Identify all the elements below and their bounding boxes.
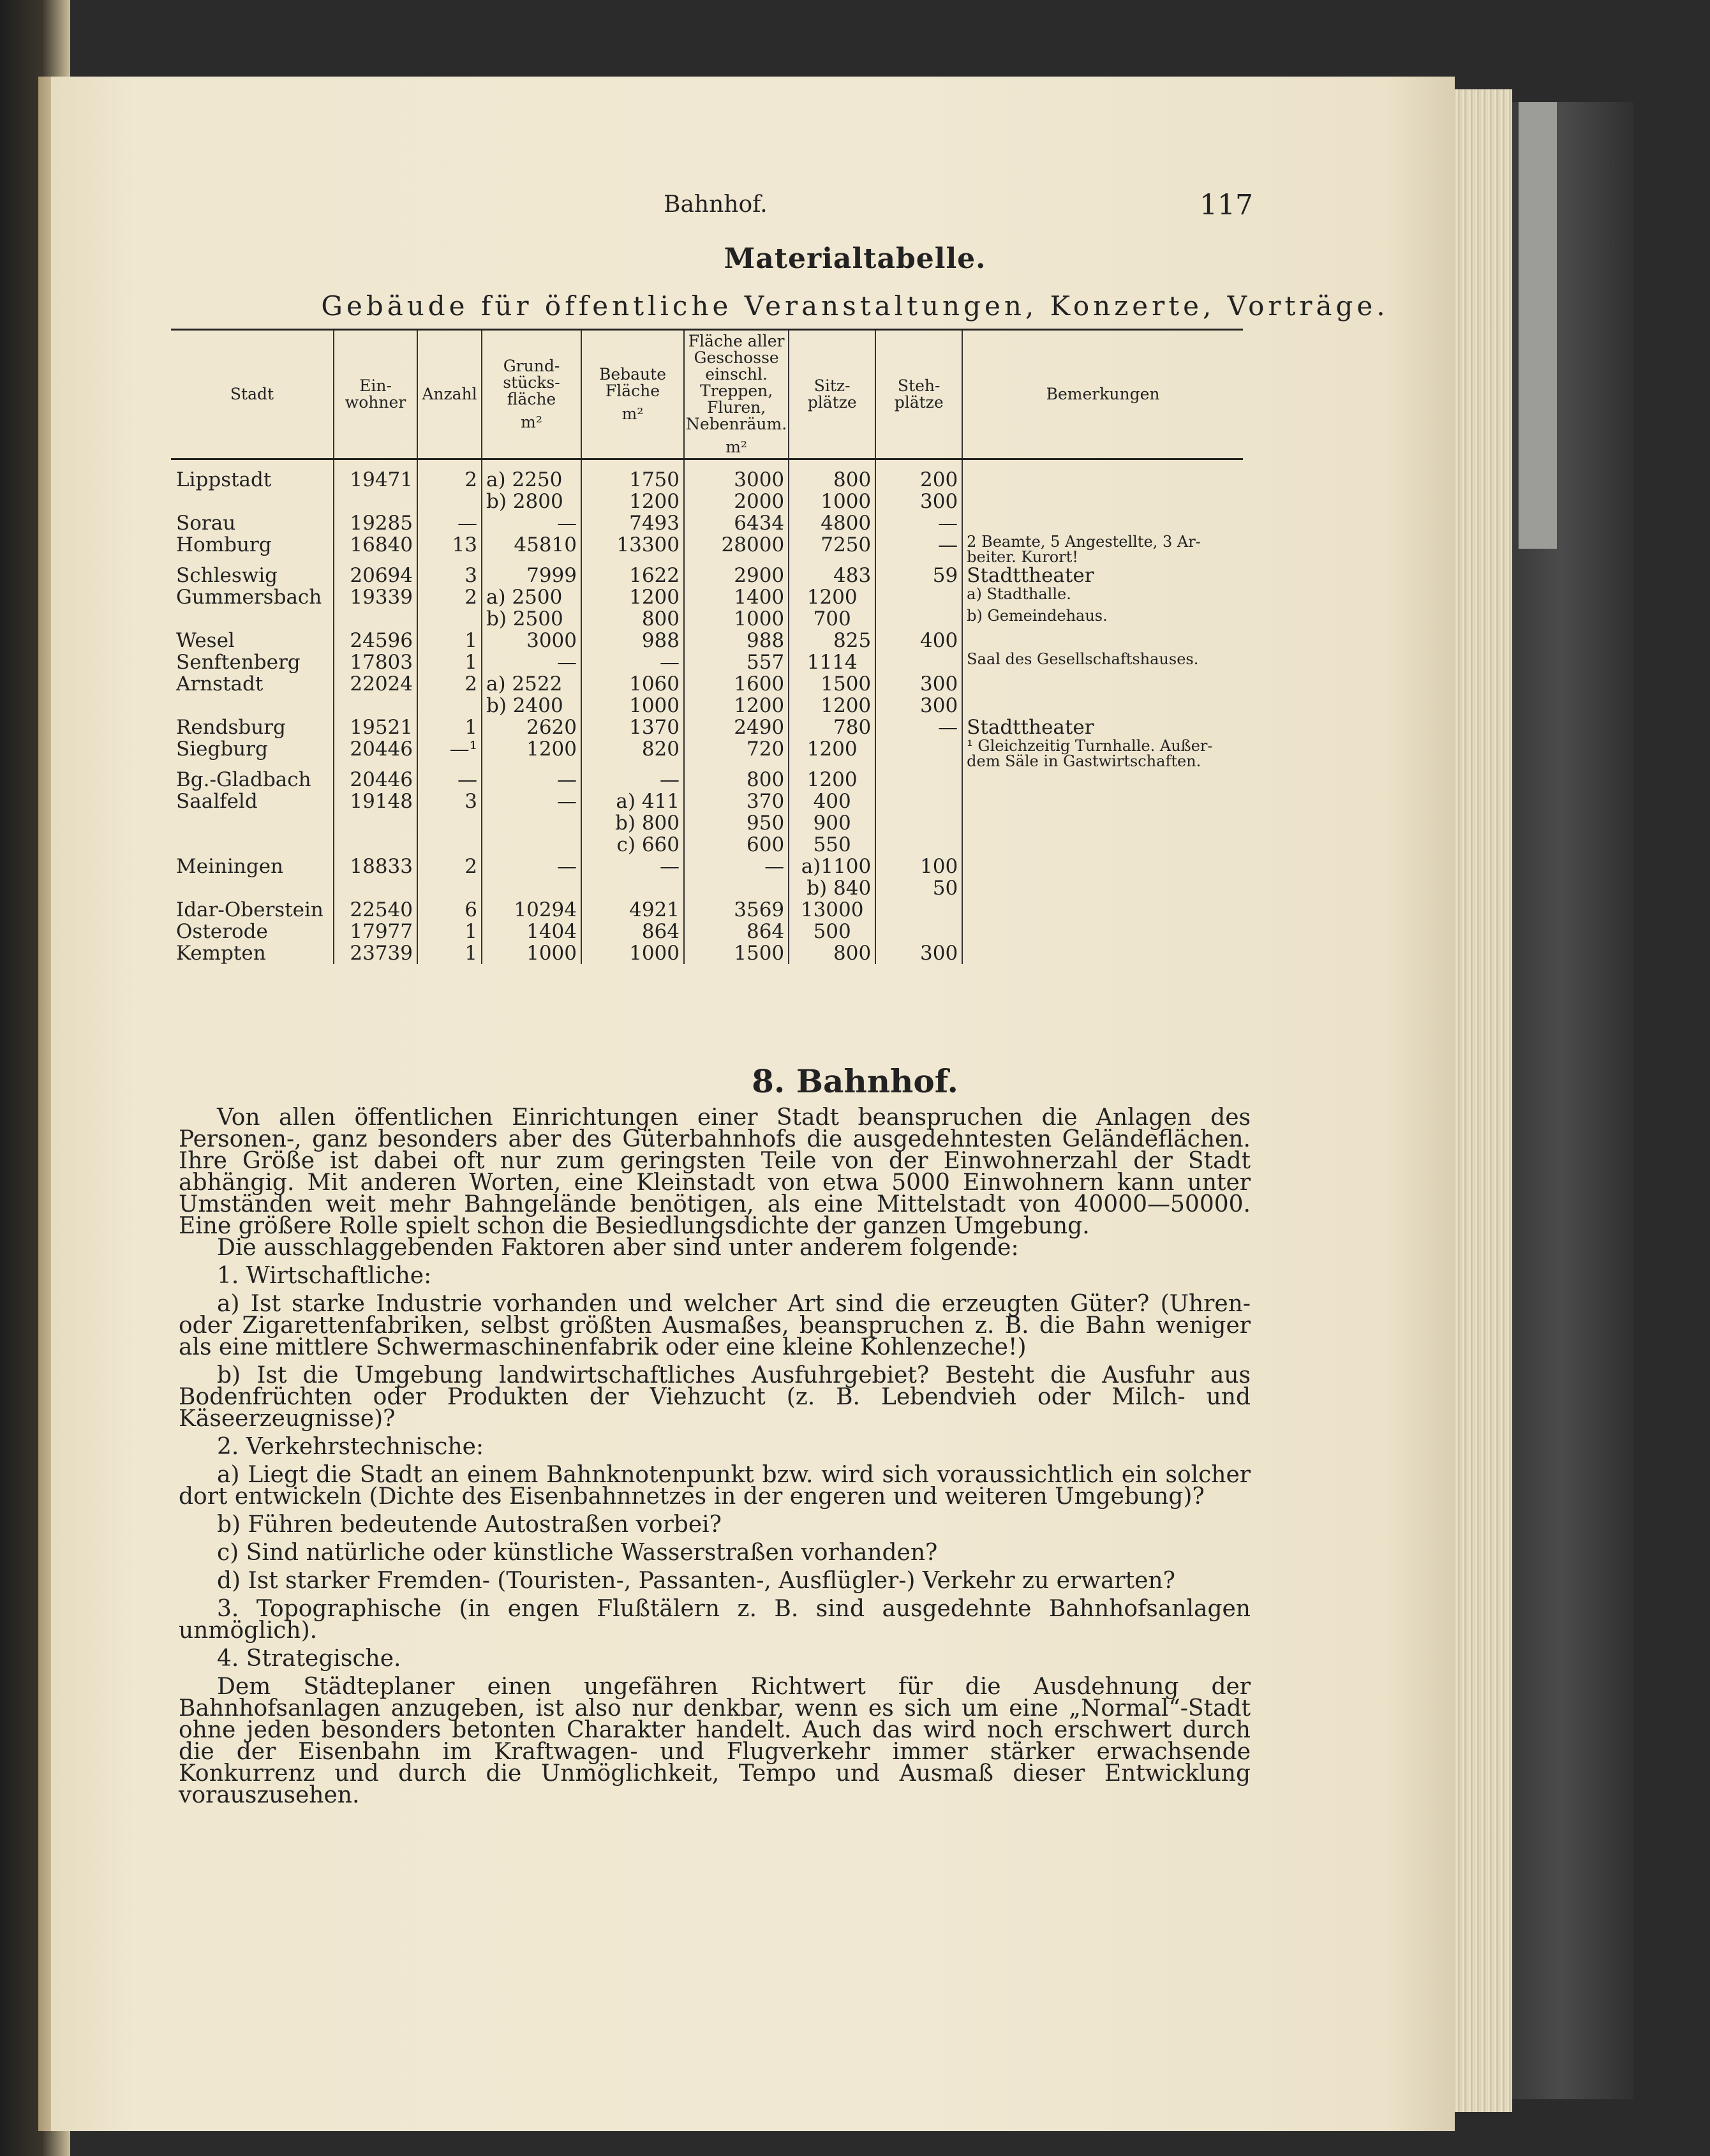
cell-grundstuecksflaeche: 1404 — [482, 921, 581, 942]
cell-stehplaetze — [875, 586, 962, 608]
table-row — [171, 608, 1243, 630]
cell-stehplaetze: — — [875, 534, 962, 565]
cell-bemerkungen — [962, 812, 1243, 834]
cell-bemerkungen — [962, 856, 1243, 877]
cell-flaeche-geschosse: 370 — [684, 791, 789, 812]
list-heading-2: 2. Verkehrstechnische: — [217, 1434, 484, 1460]
table-row — [171, 738, 1243, 769]
cell-sitzplaetze: 4800 — [789, 512, 875, 534]
cell-grundstuecksflaeche: a) 2522 — [482, 673, 581, 695]
cell-bebaute-flaeche: 1200 — [581, 586, 684, 608]
list-item-1a: a) Ist starke Industrie vorhanden und welcher Art sind die erzeugten Güter? (Uhren- oder Zigarettenfabriken, selbst größten Ausmaßes, beanspruchen z. B. die Bahn weniger als eine mittlere Schwermaschinenfabrik oder eine kleine Kohlenzeche!) — [179, 1291, 1251, 1360]
cell-flaeche-geschosse: 2000 — [684, 491, 789, 512]
col-header-grundstuecksflaeche: Grund-stücks-fläche m² — [482, 330, 581, 459]
cell-stadt: Meiningen — [176, 855, 284, 878]
col-header-bemerkungen: Bemerkungen — [962, 330, 1243, 459]
cell-bebaute-flaeche: b) 800 — [581, 812, 684, 834]
cell-grundstuecksflaeche — [482, 834, 581, 856]
cell-bemerkungen: 2 Beamte, 5 Angestellte, 3 Ar-beiter. Kurort! — [962, 534, 1243, 565]
cell-stadt: Osterode — [176, 920, 268, 943]
table-row — [171, 791, 1243, 812]
cell-anzahl — [417, 608, 482, 630]
cell-einwohner: 22024 — [334, 673, 417, 695]
cell-grundstuecksflaeche: — — [482, 512, 581, 534]
cell-stehplaetze: — — [875, 717, 962, 738]
cell-flaeche-geschosse: 800 — [684, 769, 789, 791]
cell-einwohner: 17803 — [334, 651, 417, 673]
col-header-stadt: Stadt — [230, 385, 274, 403]
cell-grundstuecksflaeche: b) 2500 — [482, 608, 581, 630]
cell-bemerkungen — [962, 877, 1243, 899]
cell-sitzplaetze: 780 — [789, 717, 875, 738]
table-row — [171, 491, 1243, 512]
cell-einwohner: 20446 — [334, 769, 417, 791]
paragraph-conclusion: Dem Städteplaner einen ungefähren Richtwert für die Ausdehnung der Bahnhofsanlagen anzugeben, ist also nur denkbar, wenn es sich um eine „Normal“-Stadt ohne jeden besonders betonten Charakter handelt. Auch das wird noch erschwert durch die der Eisenbahn im Kraftwagen- und Flugverkehr immer stärker erwachsende Konkurrenz und durch die Unmöglichkeit, Tempo und Ausmaß dieser Entwicklung vorauszusehen. — [179, 1674, 1251, 1808]
cell-stadt: Gummersbach — [176, 586, 322, 609]
cell-sitzplaetze: 13000 — [789, 899, 875, 921]
cell-stadt: Arnstadt — [176, 673, 264, 695]
paragraph-intro: Von allen öffentlichen Einrichtungen einer Stadt beanspruchen die Anlagen des Personen-, ganz besonders aber des Güterbahnhofs die ausgedehntesten Geländeflächen. Ihre Größe ist dabei oft nur zum geringsten Teile von der Einwohnerzahl der Stadt abhängig. Mit anderen Worten, eine Kleinstadt von etwa 5000 Einwohnern kann unter Umständen weit mehr Bahngelände benötigen, als eine Mittelstadt von 40000—50000. Eine größere Rolle spielt schon die Besiedlungsdichte der ganzen Umgebung. — [179, 1104, 1251, 1239]
cell-flaeche-geschosse: 3569 — [684, 899, 789, 921]
cell-sitzplaetze: 800 — [789, 469, 875, 491]
cell-bebaute-flaeche: — — [581, 651, 684, 673]
cell-stadt — [171, 877, 334, 899]
table-spacer-row — [171, 459, 1243, 470]
cell-bebaute-flaeche: a) 411 — [581, 791, 684, 812]
spacer-cell — [482, 459, 581, 470]
cell-sitzplaetze: a)1100 — [789, 856, 875, 877]
cell-stehplaetze — [875, 769, 962, 791]
cell-flaeche-geschosse — [684, 877, 789, 899]
cell-grundstuecksflaeche: 2620 — [482, 717, 581, 738]
cell-einwohner: 19471 — [334, 469, 417, 491]
cell-flaeche-geschosse: 1400 — [684, 586, 789, 608]
paragraph-factors: Die ausschlaggebenden Faktoren aber sind unter anderem folgende: — [217, 1235, 1019, 1261]
cell-anzahl: 1 — [417, 651, 482, 673]
table-row — [171, 651, 1243, 673]
cell-flaeche-geschosse: 950 — [684, 812, 789, 834]
cell-anzahl: 3 — [417, 791, 482, 812]
cell-grundstuecksflaeche: 10294 — [482, 899, 581, 921]
cell-flaeche-geschosse: 2900 — [684, 565, 789, 586]
cell-bemerkungen: Stadttheater — [962, 565, 1243, 586]
cell-sitzplaetze: 1200 — [789, 695, 875, 717]
cell-stadt: Sorau — [176, 512, 236, 535]
cell-anzahl: 2 — [417, 856, 482, 877]
cell-bebaute-flaeche: 7493 — [581, 512, 684, 534]
cell-anzahl — [417, 812, 482, 834]
cell-bemerkungen: a) Stadthalle. — [962, 586, 1243, 608]
cell-sitzplaetze: 483 — [789, 565, 875, 586]
cell-stehplaetze — [875, 834, 962, 856]
cell-flaeche-geschosse: 1000 — [684, 608, 789, 630]
cell-stadt: Rendsburg — [176, 716, 286, 739]
cell-stehplaetze: 50 — [875, 877, 962, 899]
cell-flaeche-geschosse: 600 — [684, 834, 789, 856]
cell-einwohner — [334, 695, 417, 717]
cell-grundstuecksflaeche: a) 2250 — [482, 469, 581, 491]
cell-grundstuecksflaeche: — — [482, 791, 581, 812]
cell-bemerkungen — [962, 512, 1243, 534]
cell-bemerkungen — [962, 491, 1243, 512]
cell-grundstuecksflaeche: 3000 — [482, 630, 581, 651]
cell-stehplaetze: 300 — [875, 942, 962, 964]
cell-bebaute-flaeche: 1622 — [581, 565, 684, 586]
cell-stadt: Saalfeld — [176, 790, 258, 813]
cell-stehplaetze — [875, 921, 962, 942]
list-heading-4: 4. Strategische. — [217, 1646, 401, 1672]
cell-anzahl: 2 — [417, 469, 482, 491]
cell-stadt: Bg.-Gladbach — [176, 768, 311, 791]
cell-flaeche-geschosse: 988 — [684, 630, 789, 651]
cell-grundstuecksflaeche: 7999 — [482, 565, 581, 586]
cell-bebaute-flaeche: 1000 — [581, 942, 684, 964]
cell-grundstuecksflaeche — [482, 877, 581, 899]
cell-einwohner: 20694 — [334, 565, 417, 586]
cell-bemerkungen — [962, 469, 1243, 491]
cell-einwohner: 20446 — [334, 738, 417, 769]
table-row — [171, 695, 1243, 717]
table-row — [171, 586, 1243, 608]
spacer-cell — [875, 459, 962, 470]
col-header-bebaute-flaeche: Bebaute Fläche m² — [581, 330, 684, 459]
cell-flaeche-geschosse: 3000 — [684, 469, 789, 491]
spacer-cell — [684, 459, 789, 470]
cell-bebaute-flaeche — [581, 877, 684, 899]
cell-sitzplaetze: 500 — [789, 921, 875, 942]
cell-anzahl: — — [417, 769, 482, 791]
list-heading-3: 3. Topographische (in engen Flußtälern z. B. sind ausgedehnte Bahnhofsanlagen unmöglich). — [179, 1596, 1251, 1644]
cell-stehplaetze: 300 — [875, 673, 962, 695]
cell-sitzplaetze: 1200 — [789, 738, 875, 769]
list-item-2c: c) Sind natürliche oder künstliche Wasserstraßen vorhanden? — [217, 1540, 938, 1566]
table-row — [171, 921, 1243, 942]
page-edges — [1455, 89, 1512, 2112]
cell-bemerkungen: Saal des Gesellschaftshauses. — [962, 651, 1243, 673]
cell-bebaute-flaeche: 1750 — [581, 469, 684, 491]
cell-bemerkungen: b) Gemeindehaus. — [962, 608, 1243, 630]
list-heading-1: 1. Wirtschaftliche: — [217, 1263, 432, 1289]
cell-sitzplaetze: 1500 — [789, 673, 875, 695]
cover-highlight — [1519, 102, 1557, 549]
cell-stehplaetze: — — [875, 512, 962, 534]
cell-sitzplaetze: 1200 — [789, 586, 875, 608]
cell-sitzplaetze: 1114 — [789, 651, 875, 673]
cell-einwohner: 17977 — [334, 921, 417, 942]
cell-bebaute-flaeche: 1200 — [581, 491, 684, 512]
table-row — [171, 812, 1243, 834]
cell-sitzplaetze: 900 — [789, 812, 875, 834]
cell-stadt — [171, 491, 334, 512]
table-row — [171, 899, 1243, 921]
cell-grundstuecksflaeche: b) 2400 — [482, 695, 581, 717]
cell-anzahl: 2 — [417, 586, 482, 608]
table-row — [171, 717, 1243, 738]
table-row — [171, 942, 1243, 964]
cell-einwohner: 18833 — [334, 856, 417, 877]
list-item-2a: a) Liegt die Stadt an einem Bahnknotenpunkt bzw. wird sich voraussichtlich ein solcher dort entwickeln (Dichte des Eisenbahnnetzes in der engeren und weiteren Umgebung)? — [179, 1462, 1251, 1510]
table-subtitle: Gebäude für öffentliche Veranstaltungen, Konzerte, Vorträge. — [321, 290, 1389, 322]
cell-flaeche-geschosse: 6434 — [684, 512, 789, 534]
section-heading: 8. Bahnhof. — [752, 1062, 958, 1100]
cell-bebaute-flaeche: 800 — [581, 608, 684, 630]
cell-einwohner: 16840 — [334, 534, 417, 565]
cell-stehplaetze — [875, 899, 962, 921]
spacer-cell — [962, 459, 1243, 470]
cell-stehplaetze — [875, 791, 962, 812]
cell-bemerkungen — [962, 769, 1243, 791]
cell-einwohner — [334, 877, 417, 899]
table-row — [171, 630, 1243, 651]
cell-grundstuecksflaeche: — — [482, 651, 581, 673]
cell-stadt — [171, 608, 334, 630]
cell-stadt: Homburg — [176, 533, 272, 556]
cell-anzahl: 1 — [417, 942, 482, 964]
cell-stadt — [171, 695, 334, 717]
cell-einwohner: 19285 — [334, 512, 417, 534]
cell-anzahl — [417, 834, 482, 856]
cell-anzahl: 13 — [417, 534, 482, 565]
col-header-einwohner: Ein-wohner — [334, 330, 417, 459]
cell-stehplaetze: 200 — [875, 469, 962, 491]
cell-sitzplaetze: b) 840 — [789, 877, 875, 899]
cell-bebaute-flaeche: 1000 — [581, 695, 684, 717]
cell-stadt: Schleswig — [176, 564, 278, 587]
cell-bemerkungen — [962, 630, 1243, 651]
cell-anzahl: 1 — [417, 717, 482, 738]
cell-anzahl: 3 — [417, 565, 482, 586]
spacer-cell — [581, 459, 684, 470]
cell-grundstuecksflaeche: 1000 — [482, 942, 581, 964]
cell-sitzplaetze: 825 — [789, 630, 875, 651]
list-item-1b: b) Ist die Umgebung landwirtschaftliches Ausfuhrgebiet? Besteht die Ausfuhr aus Bodenfrüchten oder Produkten der Viehzucht (z. B. Lebendvieh oder Milch- und Käseerzeugnisse)? — [179, 1362, 1251, 1432]
cell-flaeche-geschosse: 1600 — [684, 673, 789, 695]
spacer-cell — [417, 459, 482, 470]
cell-einwohner — [334, 812, 417, 834]
cell-einwohner: 23739 — [334, 942, 417, 964]
cell-stehplaetze: 100 — [875, 856, 962, 877]
table-row — [171, 834, 1243, 856]
cell-stadt — [171, 812, 334, 834]
table-body — [171, 459, 1243, 965]
cell-sitzplaetze: 1200 — [789, 769, 875, 791]
cell-sitzplaetze: 7250 — [789, 534, 875, 565]
col-header-stehplaetze: Steh-plätze — [875, 330, 962, 459]
spacer-cell — [171, 459, 334, 470]
cell-bebaute-flaeche: 4921 — [581, 899, 684, 921]
cell-anzahl — [417, 695, 482, 717]
cell-flaeche-geschosse: — — [684, 856, 789, 877]
cell-anzahl: —¹ — [417, 738, 482, 769]
cell-anzahl: 6 — [417, 899, 482, 921]
cell-stadt: Wesel — [176, 629, 235, 652]
cell-bemerkungen — [962, 791, 1243, 812]
cell-stehplaetze: 300 — [875, 695, 962, 717]
cell-bemerkungen — [962, 899, 1243, 921]
cell-bemerkungen — [962, 834, 1243, 856]
cell-flaeche-geschosse: 1500 — [684, 942, 789, 964]
cell-anzahl: 1 — [417, 921, 482, 942]
list-item-2d: d) Ist starker Fremden- (Touristen-, Passanten-, Ausflügler-) Verkehr zu erwarten? — [217, 1568, 1175, 1594]
cell-bemerkungen — [962, 673, 1243, 695]
cell-bemerkungen — [962, 921, 1243, 942]
cell-stadt — [171, 834, 334, 856]
cell-einwohner: 19521 — [334, 717, 417, 738]
cell-grundstuecksflaeche: — — [482, 769, 581, 791]
cell-stehplaetze — [875, 812, 962, 834]
cell-bebaute-flaeche: c) 660 — [581, 834, 684, 856]
cell-sitzplaetze: 700 — [789, 608, 875, 630]
cell-flaeche-geschosse: 2490 — [684, 717, 789, 738]
cell-bemerkungen: Stadttheater — [962, 717, 1243, 738]
cell-grundstuecksflaeche: a) 2500 — [482, 586, 581, 608]
cell-bebaute-flaeche: 13300 — [581, 534, 684, 565]
cell-flaeche-geschosse: 28000 — [684, 534, 789, 565]
cell-stehplaetze — [875, 738, 962, 769]
cell-stehplaetze: 400 — [875, 630, 962, 651]
cell-anzahl: — — [417, 512, 482, 534]
table-title: Materialtabelle. — [724, 242, 986, 275]
table-row — [171, 856, 1243, 877]
cell-bebaute-flaeche: — — [581, 856, 684, 877]
col-header-anzahl: Anzahl — [417, 330, 482, 459]
running-head: Bahnhof. — [664, 191, 768, 218]
material-table — [171, 329, 1243, 964]
cell-stadt: Lippstadt — [176, 468, 272, 491]
body-text — [179, 1104, 1251, 1808]
cell-grundstuecksflaeche — [482, 812, 581, 834]
cell-stehplaetze — [875, 651, 962, 673]
cell-bebaute-flaeche: — — [581, 769, 684, 791]
cell-bemerkungen — [962, 942, 1243, 964]
cell-flaeche-geschosse: 557 — [684, 651, 789, 673]
cell-bebaute-flaeche: 1060 — [581, 673, 684, 695]
table-row — [171, 565, 1243, 586]
cell-sitzplaetze: 800 — [789, 942, 875, 964]
cell-sitzplaetze: 1000 — [789, 491, 875, 512]
cell-sitzplaetze: 400 — [789, 791, 875, 812]
cell-flaeche-geschosse: 1200 — [684, 695, 789, 717]
cell-einwohner — [334, 608, 417, 630]
list-item-2b: b) Führen bedeutende Autostraßen vorbei? — [217, 1512, 722, 1538]
cell-bebaute-flaeche: 1370 — [581, 717, 684, 738]
cell-stadt: Senftenberg — [176, 651, 301, 674]
cell-grundstuecksflaeche: — — [482, 856, 581, 877]
table-row — [171, 673, 1243, 695]
col-header-sitzplaetze: Sitz-plätze — [789, 330, 875, 459]
cell-stehplaetze — [875, 608, 962, 630]
cell-stehplaetze: 59 — [875, 565, 962, 586]
cell-bebaute-flaeche: 864 — [581, 921, 684, 942]
cell-anzahl: 2 — [417, 673, 482, 695]
cell-bebaute-flaeche: 820 — [581, 738, 684, 769]
cell-stadt: Kempten — [176, 942, 266, 965]
cell-grundstuecksflaeche: b) 2800 — [482, 491, 581, 512]
cell-einwohner: 19148 — [334, 791, 417, 812]
spacer-cell — [334, 459, 417, 470]
table-row — [171, 512, 1243, 534]
cell-bebaute-flaeche: 988 — [581, 630, 684, 651]
page-number: 117 — [1200, 189, 1253, 221]
cell-einwohner — [334, 491, 417, 512]
cell-anzahl — [417, 877, 482, 899]
cell-einwohner: 22540 — [334, 899, 417, 921]
cell-sitzplaetze: 550 — [789, 834, 875, 856]
cell-bemerkungen: ¹ Gleichzeitig Turnhalle. Außer-dem Säle in Gastwirtschaften. — [962, 738, 1243, 769]
cell-grundstuecksflaeche: 45810 — [482, 534, 581, 565]
cell-stehplaetze: 300 — [875, 491, 962, 512]
cell-anzahl: 1 — [417, 630, 482, 651]
spacer-cell — [789, 459, 875, 470]
cell-stadt: Siegburg — [176, 738, 268, 761]
table-row — [171, 469, 1243, 491]
table-row — [171, 534, 1243, 565]
table-row — [171, 877, 1243, 899]
cell-bemerkungen — [962, 695, 1243, 717]
cell-stadt: Idar-Oberstein — [176, 898, 323, 921]
cell-grundstuecksflaeche: 1200 — [482, 738, 581, 769]
cell-anzahl — [417, 491, 482, 512]
cell-flaeche-geschosse: 720 — [684, 738, 789, 769]
cell-einwohner: 19339 — [334, 586, 417, 608]
cell-einwohner: 24596 — [334, 630, 417, 651]
col-header-flaeche-geschosse: Fläche aller Geschosse einschl. Treppen, Fluren, Nebenräum. m² — [684, 330, 789, 459]
table-row — [171, 769, 1243, 791]
cell-einwohner — [334, 834, 417, 856]
table-header-row — [171, 330, 1243, 459]
cell-flaeche-geschosse: 864 — [684, 921, 789, 942]
